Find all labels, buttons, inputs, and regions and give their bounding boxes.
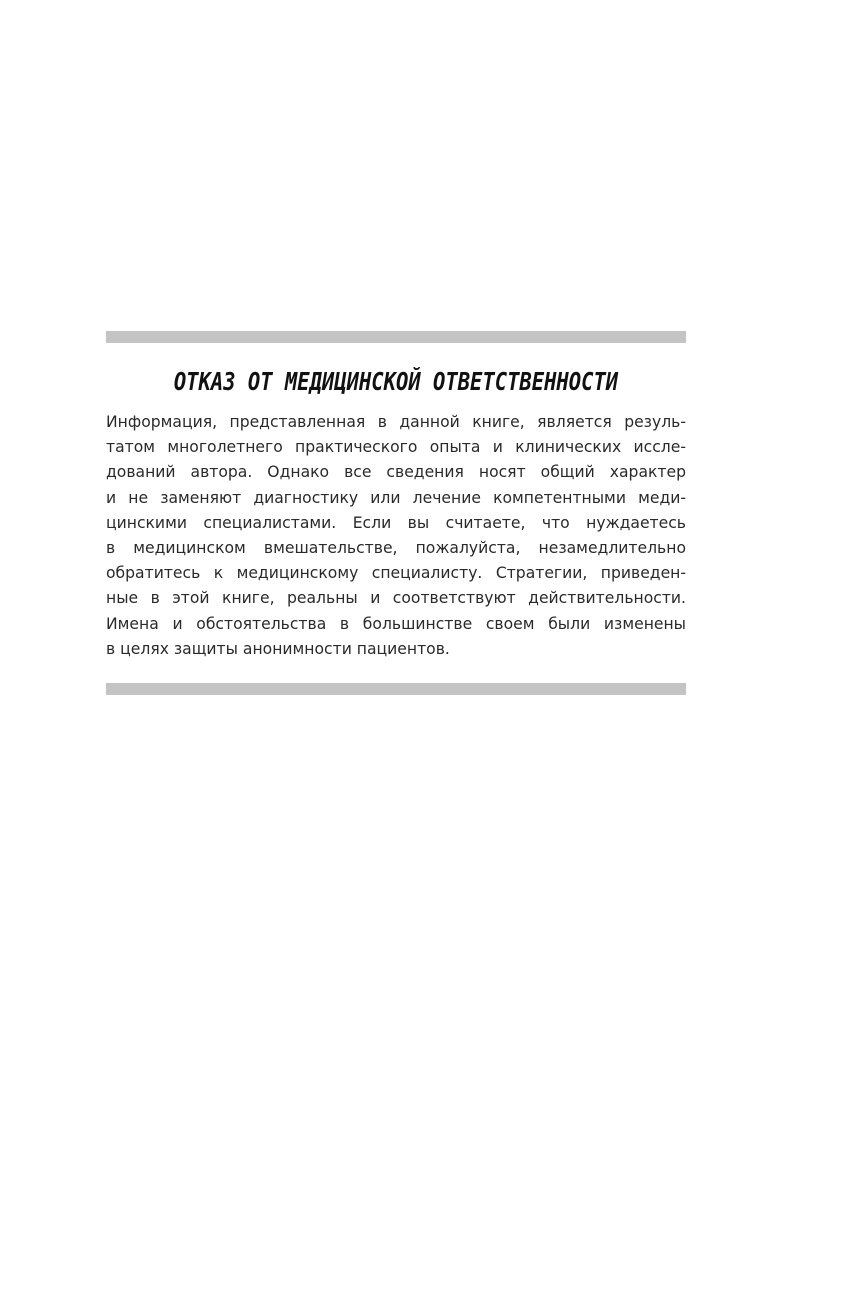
body-line: обратитесь к медицинскому специалисту. Стратегии, приведен- — [106, 564, 686, 583]
body-line: в целях защиты анонимности пациентов. — [106, 639, 450, 658]
body-line: Информация, представленная в данной книге, является резуль- — [106, 413, 686, 431]
body-line: и не заменяют диагностику или лечение компетентными меди- — [106, 488, 686, 507]
body-line: цинскими специалистами. Если вы считаете, что нуждаетесь — [106, 513, 686, 532]
body-line: дований автора. Однако все сведения носят общий характер — [106, 463, 686, 482]
body-line: татом многолетнего практического опыта и клинических иссле- — [106, 438, 686, 457]
bottom-divider — [106, 683, 686, 695]
body-line: Имена и обстоятельства в большинстве своем были изменены — [106, 614, 686, 633]
top-divider — [106, 331, 686, 343]
body-line: в медицинском вмешательстве, пожалуйста, незамедлительно — [106, 539, 686, 558]
disclaimer-title: ОТКАЗ ОТ МЕДИЦИНСКОЙ ОТВЕТСТВЕННОСТИ — [173, 367, 619, 396]
body-line: ные в этой книге, реальны и соответствуют действительности. — [106, 589, 686, 608]
disclaimer-body — [106, 410, 686, 662]
